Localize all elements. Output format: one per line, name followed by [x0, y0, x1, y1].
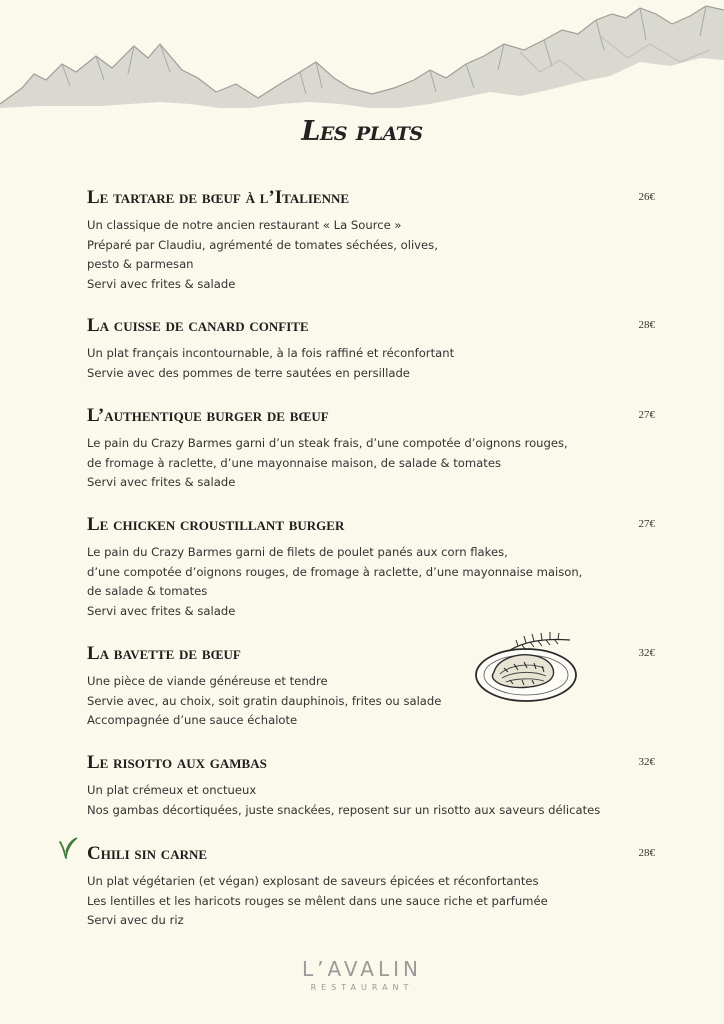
dish-description-line: Préparé par Claudiu, agrémenté de tomates séchées, olives, [87, 237, 438, 252]
dish-item [87, 405, 657, 493]
dish-description-line: de salade & tomates [87, 584, 208, 598]
dish-item [87, 315, 657, 383]
dish-description-line: Servi avec frites & salade [87, 475, 236, 489]
dish-price: 32€ [638, 756, 655, 768]
dish-description-line: d’une compotée d’oignons rouges, de fromage à raclette, d’une mayonnaise maison, [87, 564, 583, 579]
dish-name: Le chicken croustillant burger [87, 514, 345, 535]
dish-description-line: Le pain du Crazy Barmes garni de filets de poulet panés aux corn flakes, [87, 545, 508, 559]
dish-name: La cuisse de canard confite [87, 315, 309, 336]
dish-item [87, 843, 657, 931]
dish-description-line: pesto & parmesan [87, 257, 194, 271]
dish-description-line: Servi avec frites & salade [87, 276, 236, 291]
dish-name: Le tartare de bœuf à l’Italienne [87, 187, 350, 208]
dish-description-line: Nos gambas décortiquées, juste snackées, reposent sur un risotto aux saveurs délicates [87, 802, 601, 817]
dish-item [87, 752, 657, 820]
steak-plate-icon [474, 628, 580, 704]
dish-item [87, 187, 657, 294]
mountain-range-icon [0, 0, 724, 125]
page-title: Les plats [301, 116, 423, 147]
dish-name: La bavette de bœuf [87, 643, 241, 664]
dish-description-line: Un plat végétarien (et végan) explosant de saveurs épicées et réconfortantes [87, 874, 539, 888]
brand-logo: L’AVALIN [302, 957, 422, 981]
brand-subtitle: RESTAURANT [310, 983, 414, 992]
dish-description-line: Servie avec, au choix, soit gratin dauphinois, frites ou salade [87, 693, 442, 708]
dish-description-line: Un plat crémeux et onctueux [87, 783, 257, 797]
dish-description-line: Une pièce de viande généreuse et tendre [87, 674, 328, 688]
dish-name: Chili sin carne [87, 843, 208, 864]
dish-description-line: Les lentilles et les haricots rouges se mêlent dans une sauce riche et parfumée [87, 893, 548, 908]
dish-description-line: Un plat français incontournable, à la fois raffiné et réconfortant [87, 346, 455, 360]
dish-name: Le risotto aux gambas [87, 752, 267, 773]
dish-description-line: Servi avec du riz [87, 913, 184, 927]
dish-description-line: Accompagnée d’une sauce échalote [87, 713, 298, 727]
dish-price: 27€ [638, 409, 655, 421]
dish-price: 28€ [638, 319, 655, 331]
dish-description-line: de fromage à raclette, d’une mayonnaise maison, de salade & tomates [87, 455, 501, 470]
leaf-icon [57, 836, 79, 860]
dish-description-line: Un classique de notre ancien restaurant « La Source » [87, 218, 402, 232]
dish-item [87, 514, 657, 621]
dish-name: L’authentique burger de bœuf [87, 405, 329, 426]
dish-description-line: Le pain du Crazy Barmes garni d’un steak frais, d’une compotée d’oignons rouges, [87, 436, 568, 450]
dish-price: 26€ [638, 191, 655, 203]
dish-description-line: Servie avec des pommes de terre sautées en persillade [87, 365, 410, 380]
dish-price: 27€ [638, 518, 655, 530]
dish-description-line: Servi avec frites & salade [87, 603, 236, 618]
dish-price: 28€ [638, 847, 655, 859]
dish-price: 32€ [638, 647, 655, 659]
